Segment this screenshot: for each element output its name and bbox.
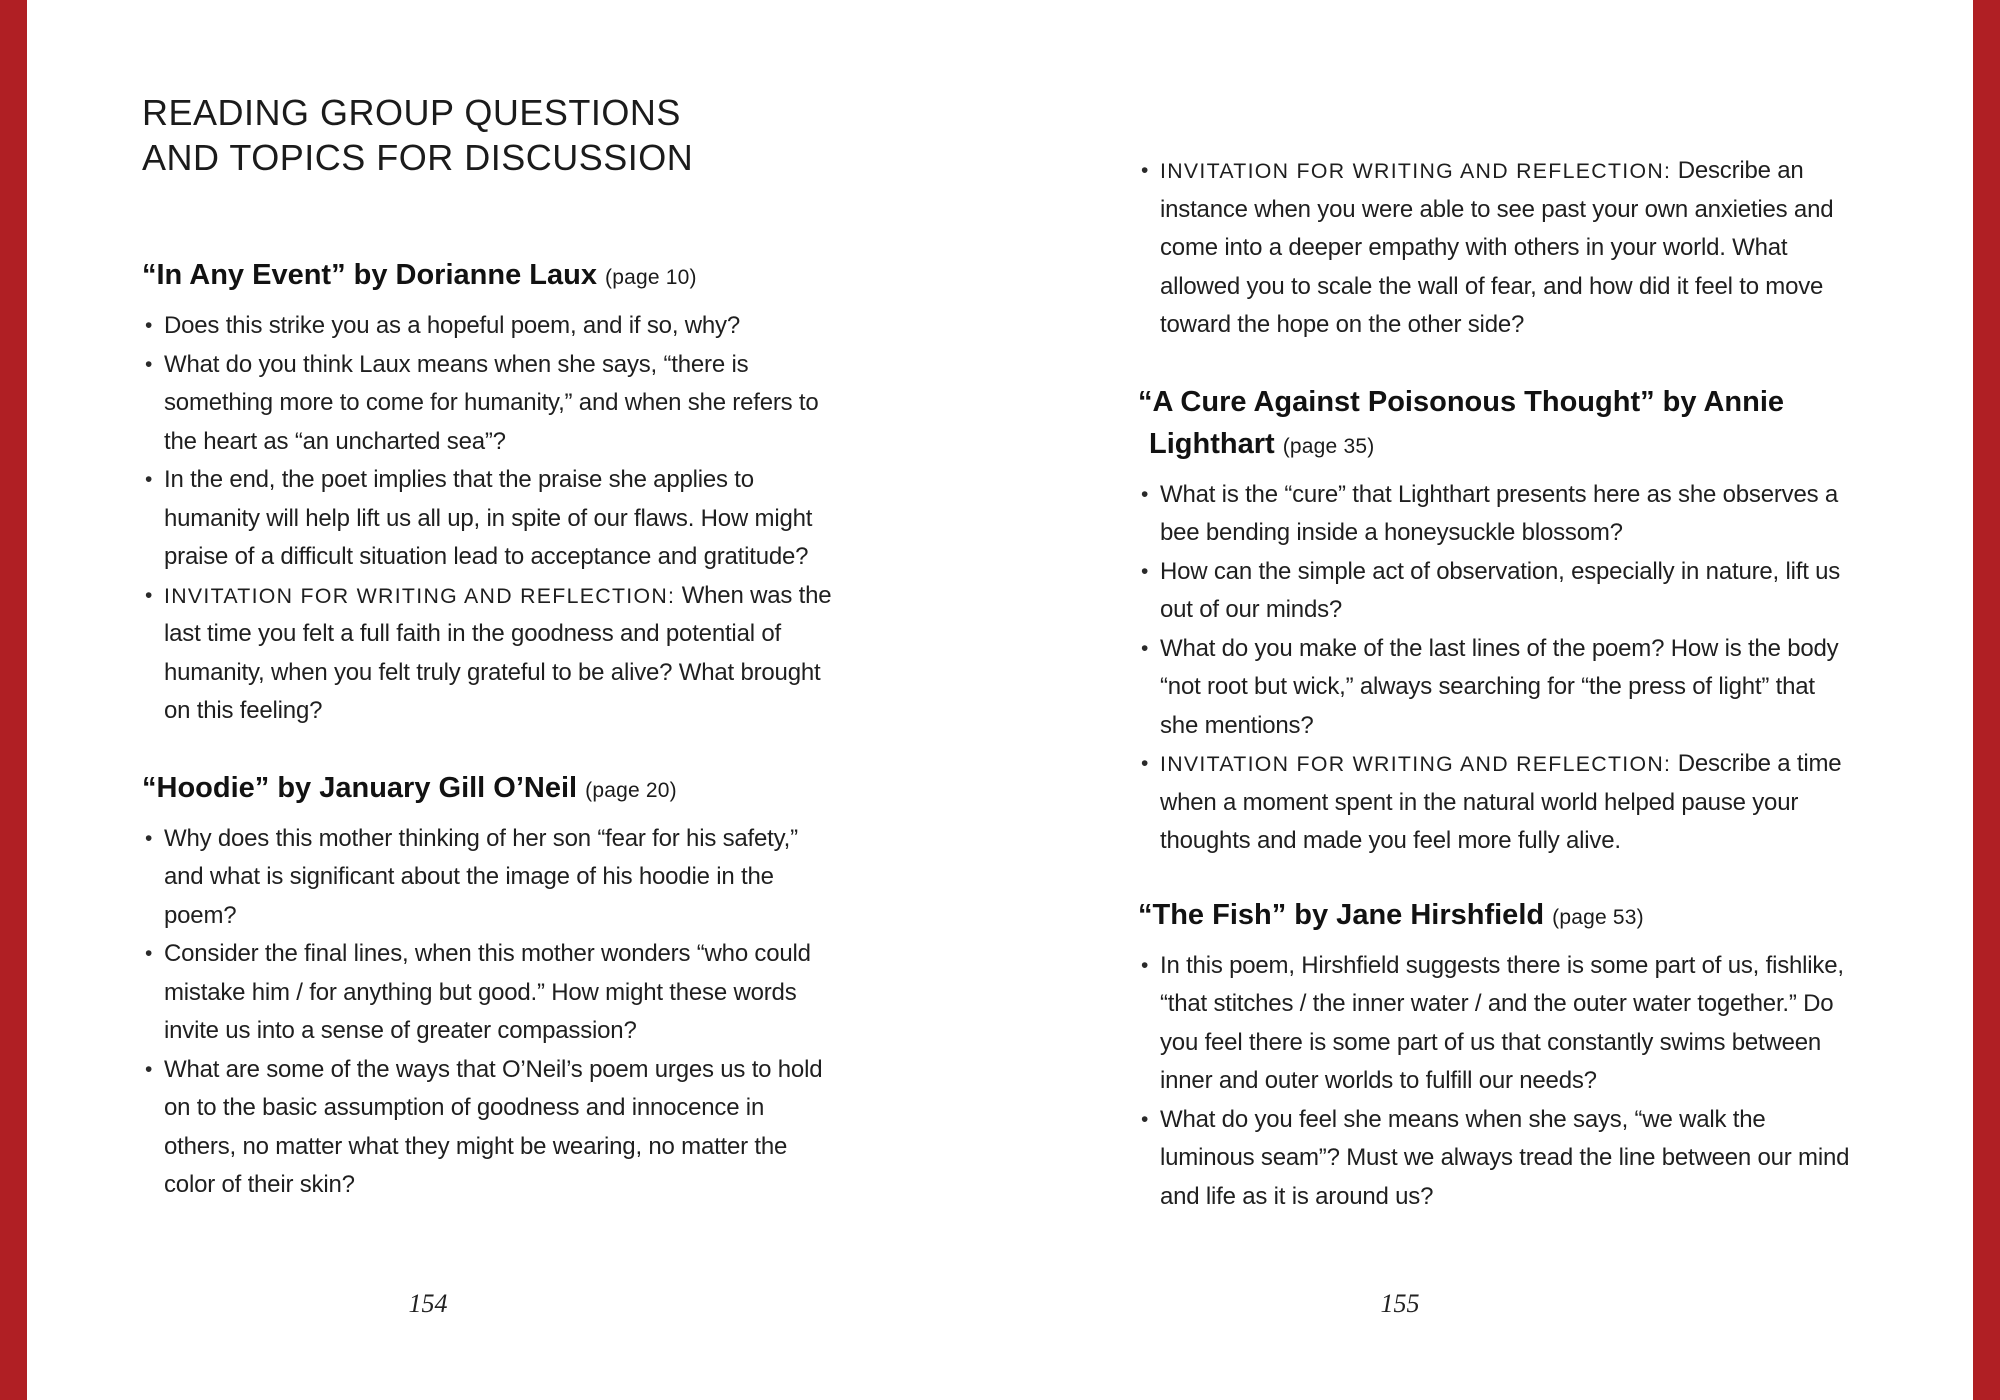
section-heading [142, 767, 842, 812]
reflection-label: INVITATION FOR WRITING AND REFLECTION: [164, 583, 676, 608]
section-heading [1138, 381, 1853, 468]
question-item [1138, 1101, 1853, 1217]
question-text: In this poem, Hirshfield suggests there is some part of us, fishlike, “that stitches / the inner water / and the outer water together.” Do you feel there is some part of us that constantly swims between inner and outer worlds to fulfill our needs? [1160, 951, 1844, 1094]
page-number-left: 154 [408, 1289, 448, 1318]
question-list [1138, 476, 1853, 861]
question-text: Does this strike you as a hopeful poem, and if so, why? [164, 312, 740, 339]
question-item [1138, 630, 1853, 746]
poem-page-ref: (page 10) [605, 266, 697, 289]
section-in-any-event [142, 254, 842, 731]
question-list [142, 820, 842, 1205]
question-text: What do you make of the last lines of the poem? How is the body “not root but wick,” always searching for “the press of light” that she mentions? [1160, 634, 1839, 739]
question-text: What is the “cure” that Lighthart presents here as she observes a bee bending inside a honeysuckle blossom? [1160, 480, 1839, 546]
question-text: How can the simple act of observation, especially in nature, lift us out of our minds? [1160, 557, 1841, 623]
section-the-fish [1138, 894, 1853, 1217]
question-item [142, 1051, 842, 1205]
question-item [142, 935, 842, 1051]
question-item [1138, 745, 1853, 861]
question-list [142, 307, 842, 731]
section-continued [1138, 152, 1853, 345]
poem-title: “In Any Event” by Dorianne Laux [142, 259, 597, 291]
book-cover-edge-right [1973, 0, 2000, 1400]
question-list [1138, 947, 1853, 1217]
reflection-label: INVITATION FOR WRITING AND REFLECTION: [1160, 752, 1672, 776]
question-item [142, 307, 842, 346]
book-cover-edge-left [0, 0, 27, 1400]
question-text: Consider the final lines, when this mother wonders “who could mistake him / for anything but good.” How might these words invite us into a sense of greater compassion? [164, 940, 811, 1044]
question-item [142, 577, 842, 731]
question-text: What are some of the ways that O’Neil’s poem urges us to hold on to the basic assumption of goodness and innocence in others, no matter what they might be wearing, no matter the color of their skin? [164, 1055, 823, 1198]
question-item [142, 461, 842, 577]
question-item [1138, 947, 1853, 1101]
page-title [142, 90, 842, 180]
section-hoodie [142, 767, 842, 1205]
question-text: In the end, the poet implies that the praise she applies to humanity will help lift us all up, in spite of our flaws. How might praise of a difficult situation lead to acceptance and gratitude? [164, 466, 813, 570]
question-text: Why does this mother thinking of her son “fear for his safety,” and what is significant about the image of his hoodie in the poem? [164, 824, 798, 929]
poem-title: “A Cure Against Poisonous Thought” by Annie Lighthart [1138, 385, 1785, 460]
page-title-line-1: READING GROUP QUESTIONS [142, 92, 681, 133]
question-list [1138, 152, 1853, 345]
poem-page-ref: (page 20) [585, 778, 677, 802]
question-text: Describe an instance when you were able to see past your own anxieties and come into a deeper empathy with others in your world. What allowed you to scale the wall of fear, and how did it feel to move toward the hope on the other side? [1160, 157, 1834, 338]
poem-title: “The Fish” by Jane Hirshfield [1138, 898, 1545, 931]
question-text: What do you feel she means when she says, “we walk the luminous seam”? Must we always tread the line between our mind and life as it is around us? [1160, 1105, 1850, 1210]
poem-page-ref: (page 35) [1282, 434, 1375, 458]
question-text: Describe a time when a moment spent in the natural world helped pause your thoughts and made you feel more fully alive. [1160, 750, 1842, 854]
question-item [1138, 553, 1853, 630]
right-page [1138, 0, 1853, 1216]
section-a-cure-against-poisonous-thought [1138, 381, 1853, 861]
page-number-right: 155 [1380, 1289, 1420, 1318]
section-heading [1138, 894, 1853, 939]
question-text: When was the last time you felt a full faith in the goodness and potential of humanity, when you felt truly grateful to be alive? What brought on this feeling? [164, 581, 832, 724]
poem-title: “Hoodie” by January Gill O’Neil [142, 771, 578, 804]
question-item [142, 820, 842, 936]
question-item [1138, 152, 1853, 345]
question-text: What do you think Laux means when she says, “there is something more to come for humanity,” and when she refers to the heart as “an uncharted sea”? [164, 350, 819, 455]
reflection-label: INVITATION FOR WRITING AND REFLECTION: [1160, 159, 1672, 183]
question-item [142, 346, 842, 462]
section-heading [142, 254, 842, 299]
question-item [1138, 476, 1853, 553]
page-title-line-2: AND TOPICS FOR DISCUSSION [142, 137, 694, 178]
left-page [142, 0, 842, 1205]
poem-page-ref: (page 53) [1552, 905, 1644, 929]
